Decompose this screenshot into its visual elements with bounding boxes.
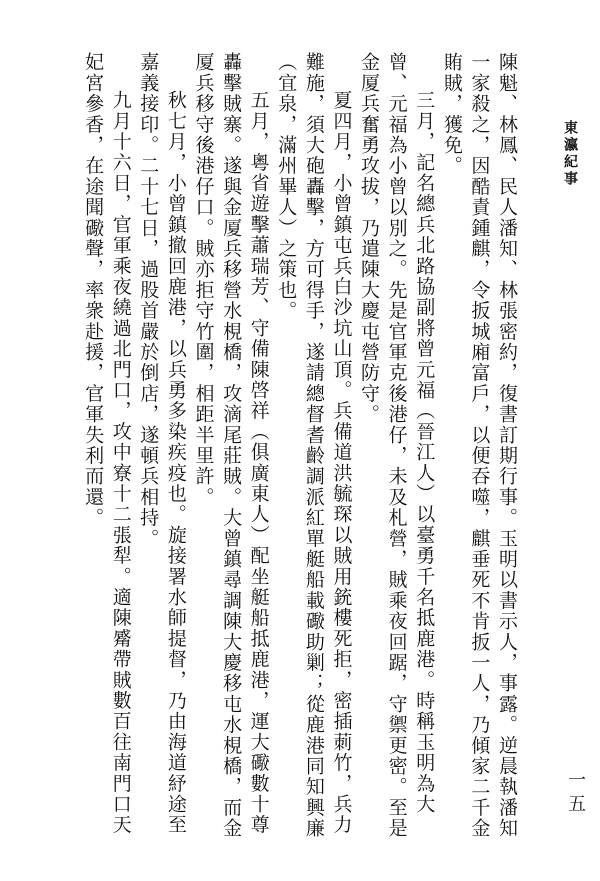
paragraph-1: 陳魁、林鳳、民人潘知、林張密約，復書訂期行事。玉明以書示人，事露。逆晨執潘知一家殺之，因酷責鍾麒，令扳城廂富戶，以便吞噬，麒垂死不肯扳一人，乃傾家二千金賄賊，獲免。 xyxy=(440,52,518,839)
paragraph-5: 秋七月，小曾鎮撤回鹿港，以兵勇多染疾疫也。旋接署水師提督，乃由海道紓途至嘉義接印。二十七日，過股首嚴於倒店，遂頓兵相持。 xyxy=(137,52,187,836)
paragraph-3: 夏四月，小曾鎮屯兵白沙坑山頂。兵備道洪毓琛以賊用銃樓死拒，密插莿竹，兵力難施，須大砲轟擊，方可得手，遂請總督耆齡調派紅單艇船載礮助剿；從鹿港同知興廉（宜泉，滿州畢人）之策也。 xyxy=(275,52,353,839)
body-text xyxy=(40,52,520,842)
page-number: 一五 xyxy=(565,770,586,818)
paragraph-6: 九月十六日，官軍乘夜繞過北門口，攻中寮十二張犁。適陳觱帶賊數百往南門口天妃宮參香，在途聞礮聲，率衆赴援，官軍失利而還。 xyxy=(82,52,132,836)
paragraph-2: 三月，記名總兵北路協副將曾元福（晉江人）以臺勇千名抵鹿港。時稱玉明為大曾、元福為小曾以別之。先是官軍克後港仔，未及札營，賊乘夜回踞，守禦更密。至是金厦兵奮勇攻拔，乃遣陳大慶屯營防守。 xyxy=(358,52,436,839)
running-header: 東瀛紀事 xyxy=(562,120,578,188)
paragraph-4: 五月，粵省遊擊蕭瑞芳、守備陳啓祥（俱廣東人）配坐艇船抵鹿港，運大礮數十尊轟擊賊寨。遂與金厦兵移營水梘橋，攻滴尾莊賊。大曾鎮尋調陳大慶移屯水梘橋，而金厦兵移守後港仔口。賊亦拒守竹圍，相距半里許。 xyxy=(192,52,270,839)
